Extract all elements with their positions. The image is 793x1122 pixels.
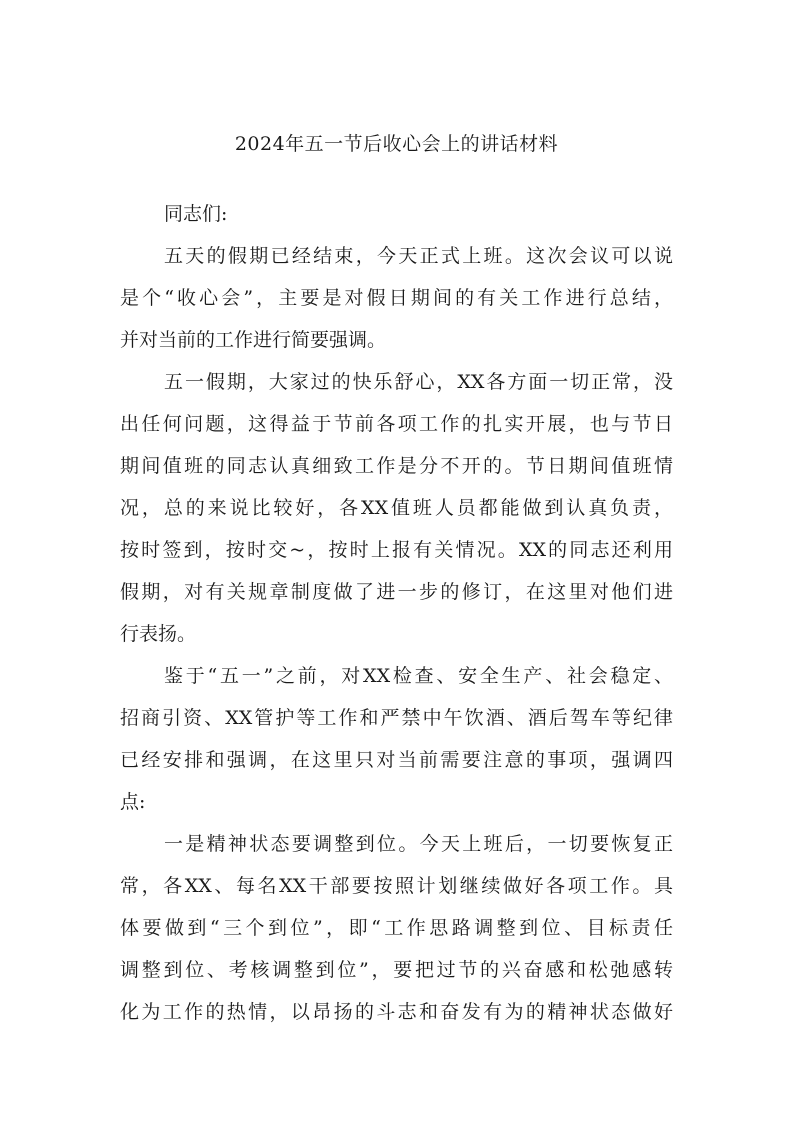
paragraph-line: 期间值班的同志认真细致工作是分不开的。节日期间值班情: [120, 455, 673, 477]
paragraph-line: 一是精神状态要调整到位。今天上班后，一切要恢复正: [164, 833, 673, 855]
paragraph-line: 调整到位、考核调整到位”，要把过节的兴奋感和松弛感转: [120, 959, 673, 981]
paragraph-line: 体要做到“三个到位”，即“工作思路调整到位、目标责任: [120, 917, 673, 939]
paragraph-line: 五天的假期已经结束，今天正式上班。这次会议可以说: [164, 245, 673, 267]
paragraph-line: 并对当前的工作进行简要强调。: [120, 329, 387, 351]
document-title: 2024年五一节后收心会上的讲话材料: [234, 133, 559, 155]
paragraph-line: 出任何问题，这得益于节前各项工作的扎实开展，也与节日: [120, 413, 673, 435]
paragraph-line: 常，各XX、每名XX干部要按照计划继续做好各项工作。具: [120, 875, 673, 897]
paragraph-line: 鉴于“五一”之前，对XX检查、安全生产、社会稳定、: [164, 665, 673, 687]
paragraph-line: 点:: [120, 791, 146, 813]
paragraph-line: 况，总的来说比较好，各XX值班人员都能做到认真负责，: [120, 497, 673, 519]
paragraph-line: 假期，对有关规章制度做了进一步的修订，在这里对他们进: [120, 581, 673, 603]
paragraph-line: 招商引资、XX管护等工作和严禁中午饮酒、酒后驾车等纪律: [120, 707, 673, 729]
salutation: 同志们:: [164, 203, 228, 225]
paragraph-line: 是个“收心会”，主要是对假日期间的有关工作进行总结，: [120, 287, 673, 309]
paragraph-line: 按时签到，按时交~，按时上报有关情况。XX的同志还利用: [120, 539, 673, 561]
paragraph-line: 化为工作的热情，以昂扬的斗志和奋发有为的精神状态做好: [120, 1001, 673, 1023]
paragraph-line: 行表扬。: [120, 623, 197, 645]
paragraph-line: 五一假期，大家过的快乐舒心，XX各方面一切正常，没: [164, 371, 673, 393]
paragraph-line: 已经安排和强调，在这里只对当前需要注意的事项，强调四: [120, 749, 673, 771]
